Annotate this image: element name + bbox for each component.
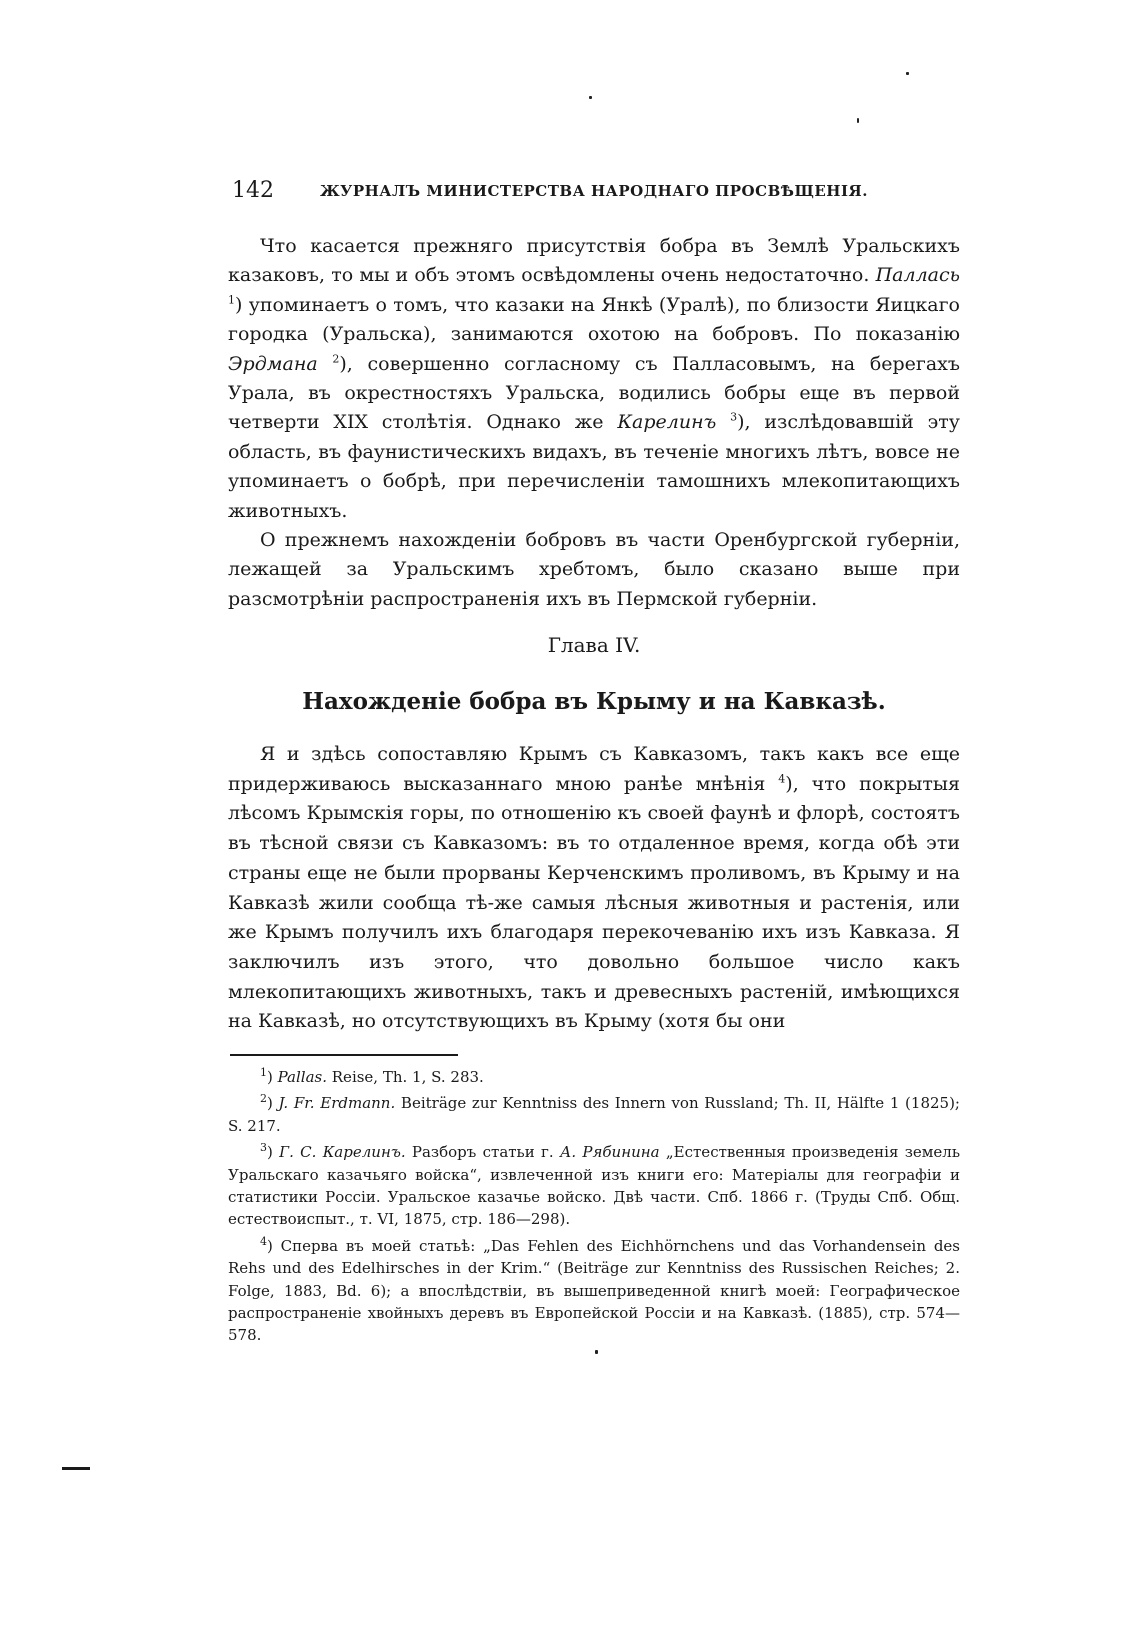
text-run: ), изслѣдовавшій эту область, въ фаунистическихъ видахъ, въ теченіе многихъ лѣтъ, вовсе не упоминаетъ о бобрѣ, при перечисленіи тамошнихъ млекопитающихъ животныхъ.	[228, 411, 960, 522]
footnote-mark: 3	[260, 1141, 267, 1155]
footnote-mark: 1	[228, 293, 235, 307]
paragraph-crimea	[228, 740, 960, 1037]
footnote-mark: 4	[260, 1234, 267, 1248]
paragraph-urals	[228, 232, 960, 526]
footnote-4: $^4$) Сперва въ моей статьѣ: „Das Fehlen des Eichhörnchens und das Vorhandensein des Rehs und des Edelhirsches in der Krim.“ (Beiträge zur Kenntniss des Russischen Reiches; 2. Folge, 1883, Bd. 6); а впослѣдствіи, въ вышеприведенной книгѣ моей: Географическое распространеніе хвойныхъ деревъ въ Европейской Россіи и на Кавказѣ. (1885), стр. 574—578.	[228, 1234, 960, 1345]
print-speck	[857, 118, 859, 123]
footnote-mark: 2	[332, 352, 340, 366]
text-run: Сперва въ моей статьѣ: „Das Fehlen des Eichhörnchens und das Vorhandensein des Rehs und des Edelhirsches in der Krim.“ (Beiträge zur Kenntniss des Russischen Reiches; 2. Folge, 1883, Bd. 6); а впослѣдствіи, въ вышеприведенной книгѣ моей: Географическое распространеніе хвойныхъ деревъ въ Европейской Россіи и на Кавказѣ. (1885), стр. 574—578.	[228, 1236, 960, 1345]
print-speck	[906, 72, 909, 75]
footnote-mark: 4	[778, 772, 786, 786]
running-head: ЖУРНАЛЪ МИНИСТЕРСТВА НАРОДНАГО ПРОСВѢЩЕНІЯ.	[320, 182, 868, 200]
author-name: Карелинъ	[617, 411, 717, 434]
page-number: 142	[232, 178, 274, 203]
footnotes	[228, 1066, 960, 1351]
footnote-1: $^1$) Pallas. Reise, Th. 1, S. 283.	[260, 1066, 484, 1086]
footnote-mark: 3	[730, 411, 738, 425]
text-run: Beiträge zur Kenntniss des Innern von Russland; Th. II, Hälfte 1 (1825); S. 217.	[228, 1094, 960, 1135]
text-run: ) упоминаетъ о томъ, что казаки на Янкѣ (Уралѣ), по близости Яицкаго городка (Уральска), занимаются охотою на бобровъ. По показанію	[228, 293, 960, 346]
footnote-3: $^3$) Г. С. Карелинъ. Разборъ статьи г. А. Рябинина „Естественныя произведенія земель Уральскаго казачьяго войска“, извлеченной изъ книги его: Матеріалы для географіи и статистики Россіи. Уральское казачье войско. Двѣ части. Спб. 1866 г. (Труды Спб. Общ. естествоиспыт., т. VI, 1875, стр. 186—298).	[228, 1141, 961, 1229]
text-run: Reise, Th. 1, S. 283.	[327, 1068, 484, 1086]
text-run: ), совершенно согласному съ Палласовымъ, на берегахъ Урала, въ окрестностяхъ Уральска, водились бобры еще въ первой четверти XIX столѣтія. Однако же	[228, 352, 960, 434]
footnote-2: $^2$) J. Fr. Erdmann. Beiträge zur Kenntniss des Innern von Russland; Th. II, Hälfte 1 (1825); S. 217.	[228, 1092, 960, 1135]
section-title: Нахожденіе бобра въ Крыму и на Кавказѣ.	[302, 688, 886, 715]
footnote-divider	[230, 1054, 458, 1056]
chapter-heading: Глава IV.	[547, 633, 641, 657]
footnote-mark: 2	[260, 1092, 267, 1106]
margin-dash	[62, 1467, 90, 1470]
author-name: Эрдмана	[228, 352, 318, 375]
text-run: Я и здѣсь сопоставляю Крымъ съ Кавказомъ, такъ какъ все еще придерживаюсь высказаннаго мною ранѣе мнѣнія	[228, 743, 960, 795]
body-text-crimea	[228, 740, 960, 1037]
print-speck	[589, 96, 592, 99]
author-name: Г. С. Карелинъ.	[279, 1143, 406, 1162]
text-run: ), что покрытыя лѣсомъ Крымскія горы, по отношенію къ своей фаунѣ и флорѣ, состоятъ въ тѣсной связи съ Кавказомъ: въ то отдаленное время, когда обѣ эти страны еще не были прорваны Керченскимъ проливомъ, въ Крыму и на Кавказѣ жили сообща тѣ-же самыя лѣсныя животныя и растенія, или же Крымъ получилъ ихъ благодаря перекочеванію ихъ изъ Кавказа. Я заключилъ изъ этого, что довольно большое число какъ млекопитающихъ животныхъ, такъ и древесныхъ растеній, имѣющихся на Кавказѣ, но отсутствующихъ въ Крыму (хотя бы они	[228, 772, 960, 1033]
footnote-mark: 1	[260, 1066, 267, 1079]
author-name: Паллась	[875, 264, 960, 287]
paragraph-orenburg: О прежнемъ нахожденіи бобровъ въ части Оренбургской губерніи, лежащей за Уральскимъ хребтомъ, было сказано выше при разсмотрѣніи распространенія ихъ въ Пермской губерніи.	[228, 529, 960, 610]
text-run: Что касается прежняго присутствія бобра въ Землѣ Уральскихъ казаковъ, то мы и объ этомъ освѣдомлены очень недостаточно.	[228, 235, 960, 287]
author-name: J. Fr. Erdmann.	[278, 1094, 396, 1113]
page-header	[232, 178, 962, 208]
author-name: Pallas.	[277, 1068, 327, 1086]
text-run: Разборъ статьи г.	[405, 1143, 560, 1162]
body-text-top	[228, 232, 960, 614]
text-run: „Естественныя произведенія земель Уральскаго казачьяго войска“, извлеченной изъ книги его: Матеріалы для географіи и статистики Россіи. Уральское казачье войско. Двѣ части. Спб. 1866 г. (Труды Спб. Общ. естествоиспыт., т. VI, 1875, стр. 186—298).	[228, 1143, 961, 1229]
author-name: А. Рябинина	[559, 1143, 660, 1162]
